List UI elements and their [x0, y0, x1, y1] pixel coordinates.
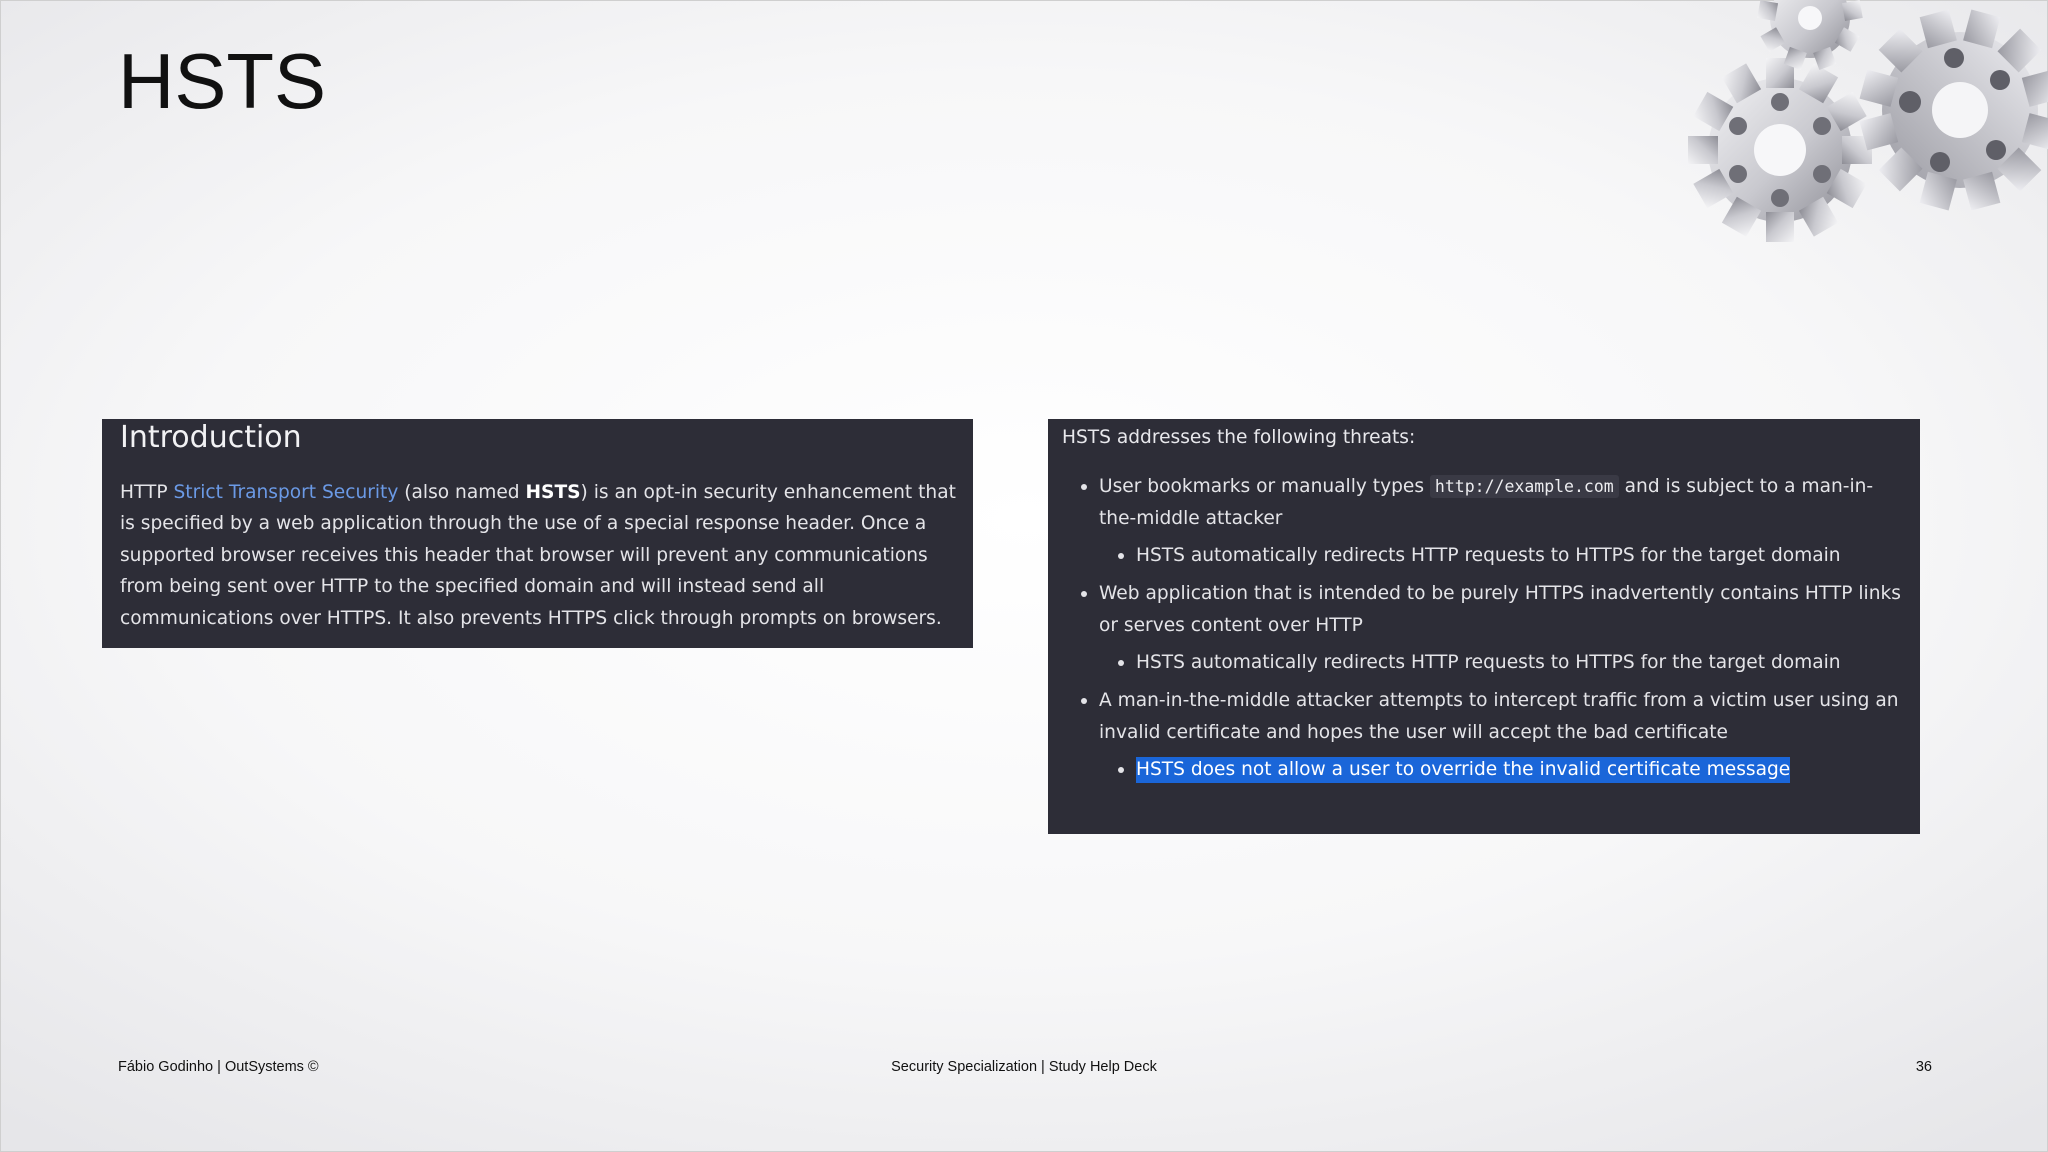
threat-text-part: and is subject to a man-in-the-middle attacker	[1099, 476, 1874, 529]
slide-title: HSTS	[118, 37, 327, 125]
introduction-panel	[102, 419, 973, 648]
intro-text-end: ) is an opt-in security enhancement that is specified by a web application through the use of a special response header. Once a supported browser receives this header that browser will prevent any communications from being sent over HTTP to the specified domain and will instead send all communications over HTTPS. It also prevents HTTPS click through prompts on browsers.	[120, 482, 956, 629]
page-number: 36	[1915, 1059, 1932, 1075]
threats-intro: HSTS addresses the following threats:	[1062, 427, 1416, 448]
footer-author: Fábio Godinho | OutSystems ©	[118, 1059, 319, 1075]
threat-text	[1099, 471, 1908, 535]
gear-large-icon	[1688, 58, 1872, 242]
example-url-code: http://example.com	[1430, 475, 1619, 498]
footer-deck-title: Security Specialization | Study Help Deck	[891, 1059, 1157, 1075]
gears-decoration-icon	[1660, 0, 2048, 300]
threat-mitigation-text: HSTS automatically redirects HTTP requests to HTTPS for the target domain	[1136, 652, 1841, 673]
threat-item	[1048, 471, 1908, 568]
selected-text[interactable]: HSTS does not allow a user to override the invalid certificate message	[1136, 757, 1790, 783]
intro-text-mid: (also named	[398, 482, 526, 503]
threat-mitigation	[1099, 651, 1908, 675]
threat-item	[1048, 685, 1908, 782]
threats-panel	[1048, 419, 1920, 834]
intro-text-bold: HSTS	[525, 482, 581, 503]
threat-text-part: User bookmarks or manually types	[1099, 476, 1430, 497]
introduction-text	[120, 477, 965, 634]
threat-mitigation-text: HSTS automatically redirects HTTP requests to HTTPS for the target domain	[1136, 545, 1841, 566]
threat-text: Web application that is intended to be purely HTTPS inadvertently contains HTTP links or serves content over HTTP	[1099, 583, 1901, 636]
introduction-heading: Introduction	[120, 420, 302, 455]
threat-mitigation-selected	[1099, 758, 1908, 782]
threat-item	[1048, 578, 1908, 675]
threat-mitigation	[1099, 544, 1908, 568]
intro-text-start: HTTP	[120, 482, 174, 503]
gear-right-icon	[1860, 10, 2048, 211]
strict-transport-security-link[interactable]: Strict Transport Security	[173, 482, 399, 503]
threats-list	[1048, 471, 1908, 792]
threat-text: A man-in-the-middle attacker attempts to intercept traffic from a victim user using an invalid certificate and hopes the user will accept the bad certificate	[1099, 690, 1899, 743]
